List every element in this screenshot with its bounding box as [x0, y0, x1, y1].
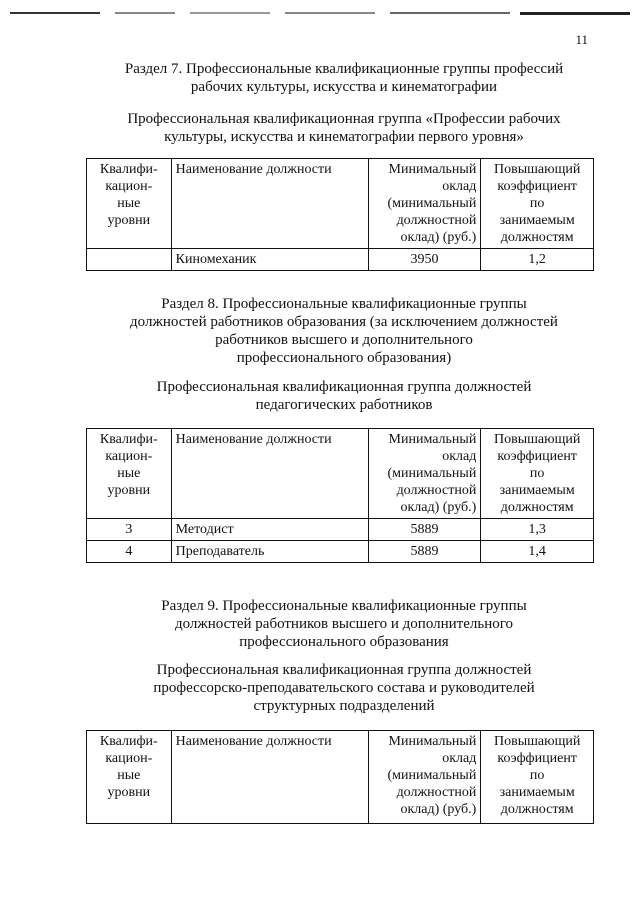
- header-salary: Минимальный оклад (минимальный должностной оклад) (руб.): [368, 429, 481, 519]
- section9-table: [86, 730, 594, 824]
- header-position: Наименование должности: [171, 429, 368, 519]
- table-row: [87, 519, 594, 541]
- header-salary: Минимальный оклад (минимальный должностной оклад) (руб.): [368, 159, 481, 249]
- header-coefficient: Повышающий коэффициент по занимаемым должностям: [481, 731, 594, 824]
- section7-table: [86, 158, 594, 271]
- section8-table: [86, 428, 594, 563]
- table-header-row: [87, 429, 594, 519]
- cell-level: [87, 249, 172, 271]
- header-coefficient: Повышающий коэффициент по занимаемым должностям: [481, 159, 594, 249]
- cell-salary: 3950: [368, 249, 481, 271]
- header-position: Наименование должности: [171, 159, 368, 249]
- section8-title: Раздел 8. Профессиональные квалификационные группы должностей работников образования (за исключением должностей работников высшего и дополнительного профессионального образования): [130, 296, 558, 366]
- section7-group-title: Профессиональная квалификационная группа «Профессии рабочих культуры, искусства и кинематографии первого уровня»: [127, 111, 561, 145]
- table-header-row: [87, 731, 594, 824]
- header-level: Квалифи- кацион- ные уровни: [87, 731, 172, 824]
- cell-position: Киномеханик: [171, 249, 368, 271]
- section9-group-title: Профессиональная квалификационная группа должностей профессорско-преподавательского состава и руководителей структурных подразделений: [153, 662, 535, 714]
- section7-title: Раздел 7. Профессиональные квалификационные группы профессий рабочих культуры, искусства и кинематографии: [124, 61, 564, 95]
- table-row: [87, 249, 594, 271]
- table-row: [87, 541, 594, 563]
- scan-artifact-line: [0, 10, 640, 16]
- page-number: 11: [575, 32, 588, 47]
- cell-salary: 5889: [368, 541, 481, 563]
- cell-coefficient: 1,3: [481, 519, 594, 541]
- header-level: Квалифи- кацион- ные уровни: [87, 429, 172, 519]
- header-salary: Минимальный оклад (минимальный должностной оклад) (руб.): [368, 731, 481, 824]
- cell-level: 3: [87, 519, 172, 541]
- table-header-row: [87, 159, 594, 249]
- cell-level: 4: [87, 541, 172, 563]
- section9-title: Раздел 9. Профессиональные квалификационные группы должностей работников высшего и дополнительного профессионального образования: [161, 598, 527, 650]
- cell-position: Преподаватель: [171, 541, 368, 563]
- section8-group-title: Профессиональная квалификационная группа должностей педагогических работников: [156, 379, 532, 413]
- cell-coefficient: 1,4: [481, 541, 594, 563]
- cell-salary: 5889: [368, 519, 481, 541]
- header-level: Квалифи- кацион- ные уровни: [87, 159, 172, 249]
- cell-position: Методист: [171, 519, 368, 541]
- header-coefficient: Повышающий коэффициент по занимаемым должностям: [481, 429, 594, 519]
- cell-coefficient: 1,2: [481, 249, 594, 271]
- header-position: Наименование должности: [171, 731, 368, 824]
